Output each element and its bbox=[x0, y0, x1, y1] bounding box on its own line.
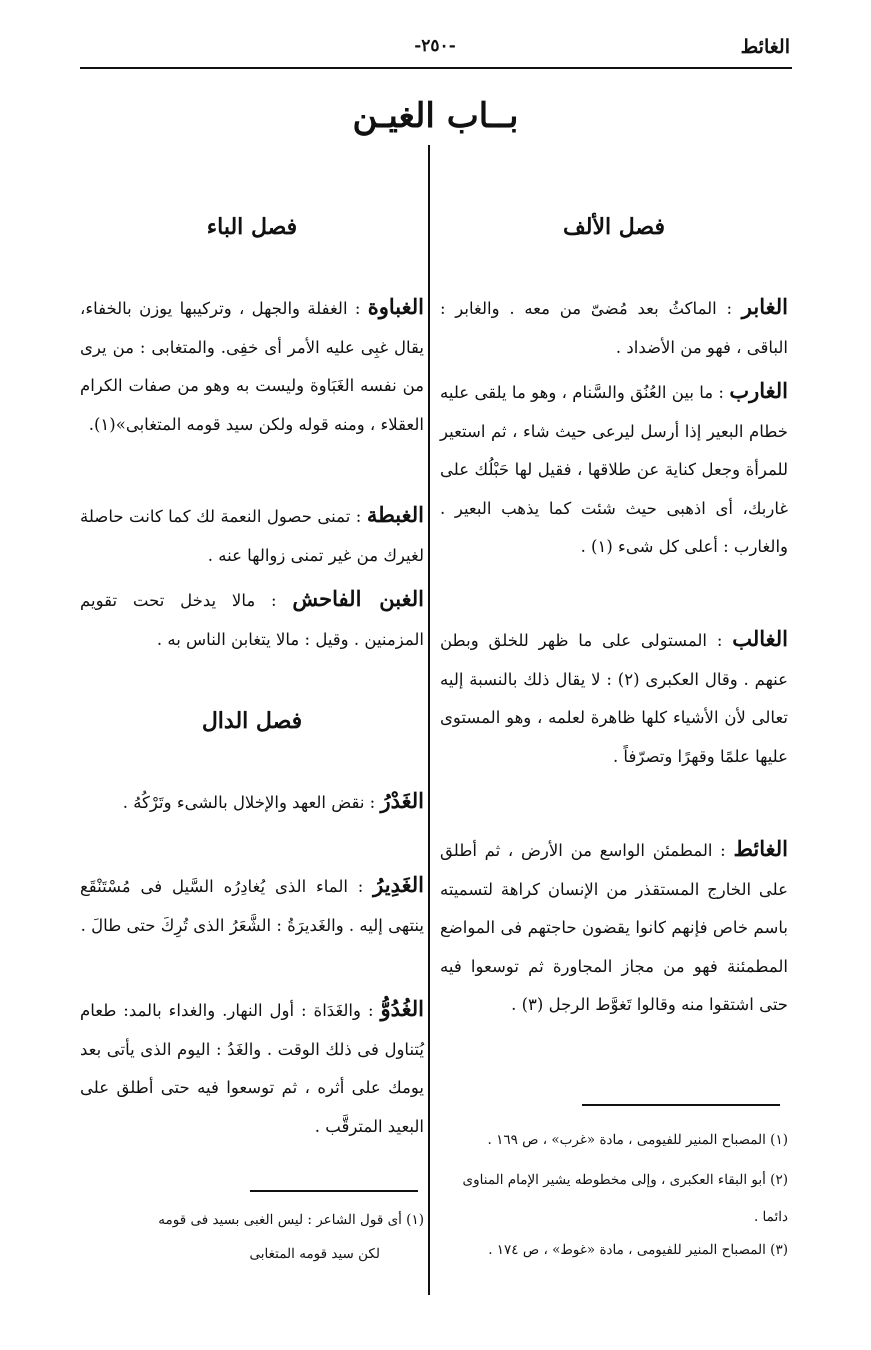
headword: الغبطة bbox=[366, 502, 424, 527]
header-rule bbox=[80, 67, 792, 69]
footnote-rule-left bbox=[250, 1190, 418, 1192]
footnote-rule-right bbox=[582, 1104, 780, 1106]
footnote-2-right: (٢) أبو البقاء العكبرى ، وإلى مخطوطه يشير الإمام المناوى دائما . bbox=[462, 1172, 788, 1225]
page-header bbox=[80, 30, 790, 66]
headword: الغباوة bbox=[367, 294, 424, 319]
entry-ghadr bbox=[80, 782, 424, 823]
headword: الغَدِيرُ bbox=[373, 872, 424, 897]
page-number: -٢٥٠- bbox=[414, 36, 456, 56]
section-title-alif: فصل الألف bbox=[562, 214, 666, 240]
entry-ghalib bbox=[440, 620, 788, 776]
footnote-1-right: (١) المصباح المنير للفيومى ، مادة «غرب» ، ص ١٦٩ . bbox=[487, 1132, 788, 1148]
entry-gharib bbox=[440, 372, 788, 567]
chapter-title: بــاب الغيـن bbox=[352, 96, 519, 136]
definition: : الماكثُ بعد مُضىّ من معه . والغابر : الباقى ، فهو من الأضداد . bbox=[440, 299, 788, 357]
headword: الغارب bbox=[729, 378, 788, 403]
entry-ghibta bbox=[80, 496, 424, 575]
definition: : مالا يدخل تحت تقويم المزمنين . وقيل : مالا يتغابن الناس به . bbox=[80, 591, 424, 649]
headword: الغائط bbox=[733, 836, 788, 861]
entry-ghuduw bbox=[80, 990, 424, 1146]
headword: الغُدُوُّ bbox=[380, 996, 424, 1021]
definition: : المستولى على ما ظهر للخلق وبطن عنهم . وقال العكبرى (٢) : لا يقال ذلك بالنسبة إليه تعالى لأن الأشياء كلها ظاهرة لعلمه ، وهو المستوى عليها علمًا وقهرًا وتصرّفاً . bbox=[440, 631, 788, 766]
footnote-1-left: (١) أى قول الشاعر : ليس الغبى بسيد فى قومه bbox=[158, 1212, 424, 1228]
entry-ghabn bbox=[80, 580, 424, 659]
definition: : والغَدَاة : أول النهار. والغداء بالمد: طعام يُتناول فى ذلك الوقت . والغَدُ : اليوم الذى يأتى بعد يومك على أثره ، ثم توسعوا فيه حتى أطلق على البعيد المترقَّب . bbox=[80, 1001, 424, 1136]
entry-ghabir bbox=[440, 288, 788, 367]
footnote-1-left-verse: لكن سيد قومه المتغابى bbox=[249, 1246, 380, 1262]
definition: : الغفلة والجهل ، وتركيبها يوزن بالخفاء، يقال غبِى عليه الأمر أى خفِى. والمتغابى : من يرى من نفسه الغَبَاوة وليست به وهو من صفات الكرام العقلاء ، ومنه قوله ولكن سيد قومه المتغابى»(١). bbox=[80, 299, 424, 434]
headword: الغَدْرُ bbox=[380, 788, 424, 813]
entry-ghadir bbox=[80, 866, 424, 945]
entry-ghait bbox=[440, 830, 788, 1025]
definition: : المطمئن الواسع من الأرض ، ثم أطلق على الخارج المستقذر من الإنسان كراهة لتسميته باسم خاص فإنهم كانوا يقضون حاجتهم فى المواضع المطمئنة فهو من مجاز المجاورة ثم توسعوا فيه حتى اشتقوا منه وقالوا تَغوَّط الرجل (٣) . bbox=[440, 841, 788, 1014]
headword: الغابر bbox=[741, 294, 788, 319]
headword: الغالب bbox=[732, 626, 788, 651]
headword: الغبن الفاحش bbox=[292, 586, 424, 611]
definition: : ما بين العُنُق والسَّنام ، وهو ما يلقى عليه خطام البعير إذا أرسل ليرعى حيث شاء ، ثم استعير للمرأة وجعل كناية عن طلاقها ، فقيل لها حَبْلُك على غاربك، أى اذهبى حيث شئت كما يذهب البعير . والغارب : أعلى كل شىء (١) . bbox=[440, 383, 788, 556]
definition: : نقض العهد والإخلال بالشىء وتَرْكُهُ . bbox=[122, 793, 381, 812]
definition: : تمنى حصول النعمة لك كما كانت حاصلة لغيرك من غير تمنى زوالها عنه . bbox=[80, 507, 424, 565]
column-divider bbox=[428, 145, 430, 1295]
section-title-dal: فصل الدال bbox=[201, 708, 303, 734]
footnote-3-right: (٣) المصباح المنير للفيومى ، مادة «غوط» ، ص ١٧٤ . bbox=[488, 1242, 788, 1258]
running-head: الغائط bbox=[740, 36, 790, 58]
section-title-ba: فصل الباء bbox=[206, 214, 298, 240]
entry-ghabawa bbox=[80, 288, 424, 444]
definition: : الماء الذى يُغادِرُه السَّيل فى مُسْتَنْقَع ينتهى إليه . والغَديرَةُ : الشَّعَرُ الذى تُرِكَ حتى طالَ . bbox=[80, 877, 424, 935]
